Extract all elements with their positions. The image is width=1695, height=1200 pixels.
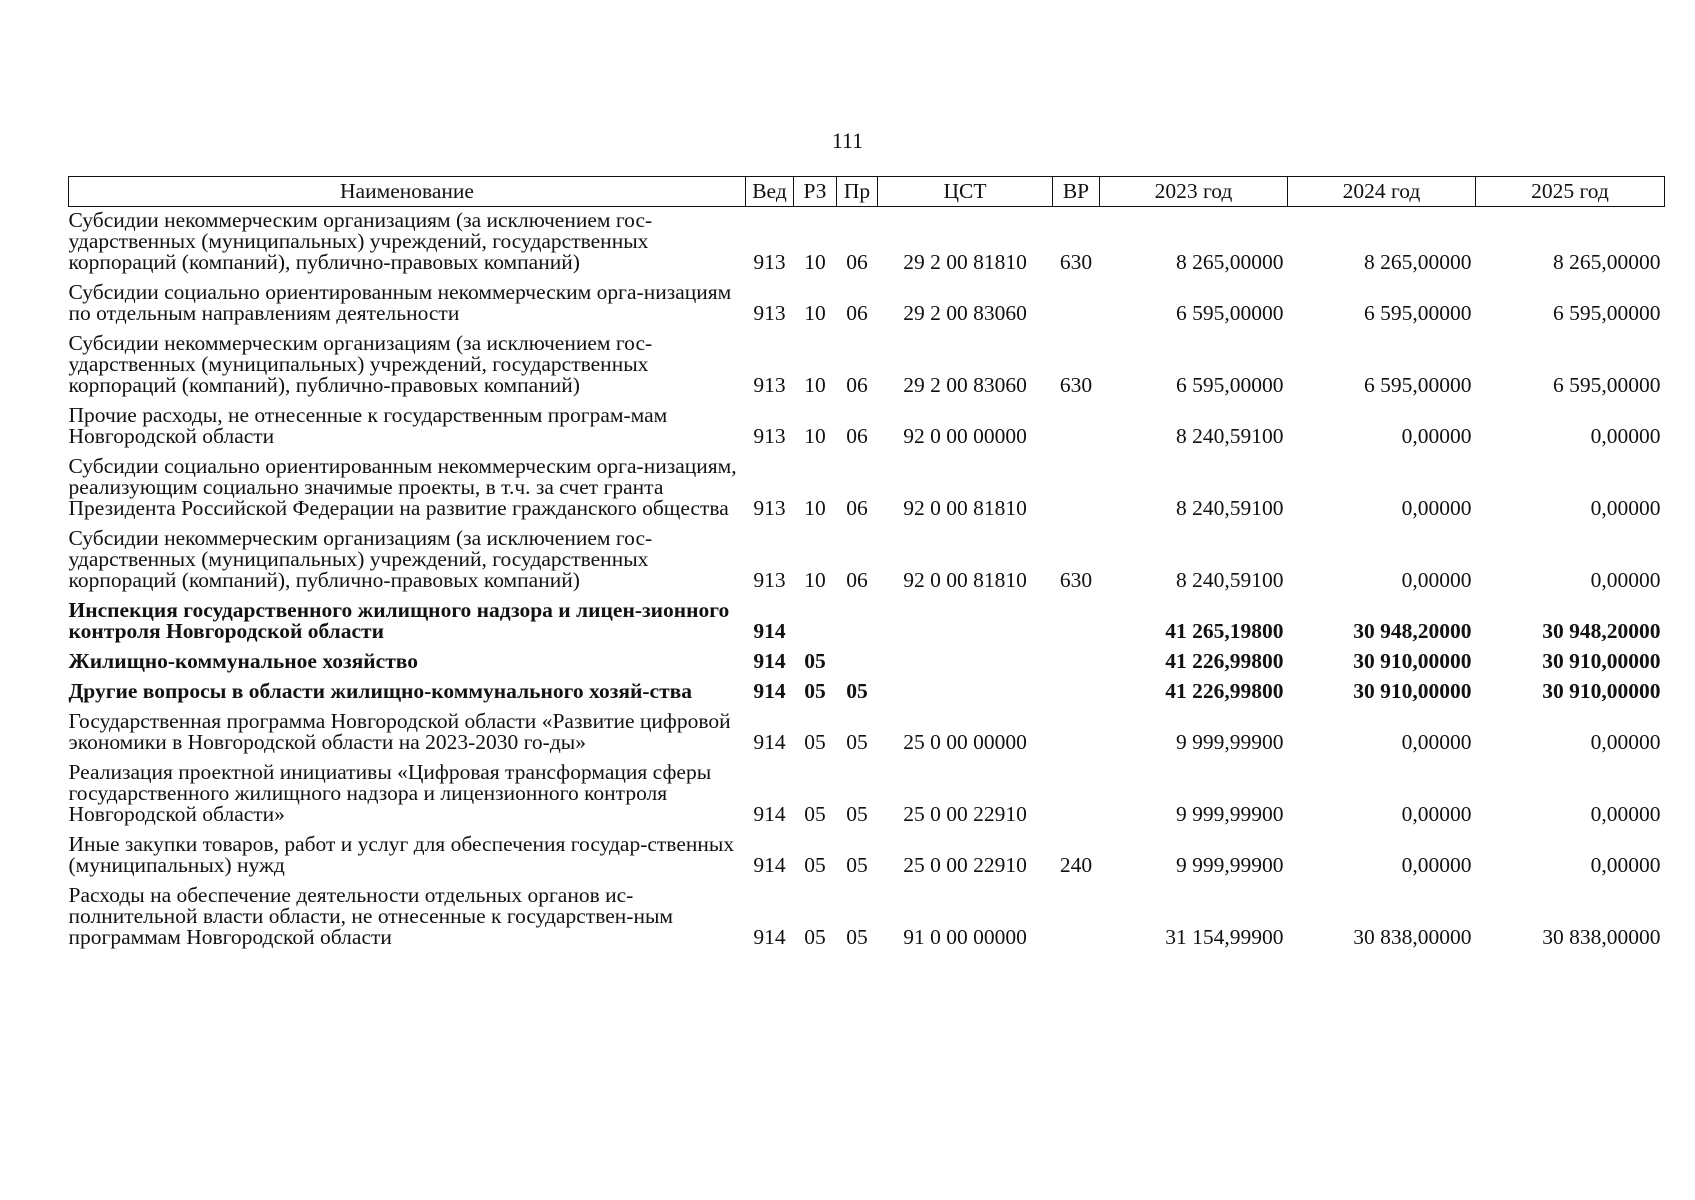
cell-2025: 30 948,20000	[1542, 619, 1661, 643]
cell-cst: 92 0 00 81810	[903, 496, 1027, 520]
cell-vr	[1053, 708, 1100, 759]
table-row	[69, 648, 1665, 678]
cell-rz	[794, 597, 837, 648]
cell-2024: 0,00000	[1401, 802, 1472, 826]
cell-rz: 10	[804, 250, 826, 274]
cell-rz: 05	[804, 649, 826, 673]
cell-2023: 8 240,59100	[1176, 424, 1284, 448]
cell-2024: 30 910,00000	[1353, 679, 1472, 703]
cell-name: Прочие расходы, не отнесенные к государственным програм-мам Новгородской области	[68, 403, 668, 448]
cell-2023: 41 265,19800	[1165, 619, 1284, 643]
cell-pr: 05	[846, 679, 868, 703]
cell-pr: 05	[846, 802, 868, 826]
cell-rz: 05	[804, 730, 826, 754]
header-pr: Пр	[837, 177, 878, 207]
cell-ved: 914	[753, 802, 786, 826]
cell-2023: 6 595,00000	[1176, 373, 1284, 397]
cell-name: Субсидии некоммерческим организациям (за исключением гос-ударственных (муниципальных) учреждений, государственных корпораций (компаний), публично-правовых компаний)	[68, 208, 653, 274]
cell-2024: 8 265,00000	[1364, 250, 1472, 274]
header-ved: Вед	[746, 177, 794, 207]
cell-2023: 8 265,00000	[1176, 250, 1284, 274]
cell-name: Субсидии некоммерческим организациям (за исключением гос-ударственных (муниципальных) учреждений, государственных корпораций (компаний), публично-правовых компаний)	[68, 331, 653, 397]
cell-vr: 240	[1059, 853, 1093, 877]
cell-cst: 25 0 00 22910	[903, 802, 1027, 826]
cell-vr: 630	[1059, 373, 1093, 397]
cell-2024: 0,00000	[1401, 730, 1472, 754]
cell-vr: 630	[1059, 568, 1093, 592]
cell-2024: 0,00000	[1401, 496, 1472, 520]
cell-name: Расходы на обеспечение деятельности отдельных органов ис-полнительной власти области, не отнесенные к государствен-ным программам Новгородской области	[68, 883, 673, 949]
cell-cst: 29 2 00 81810	[903, 250, 1027, 274]
cell-vr	[1053, 279, 1100, 330]
cell-pr: 06	[846, 496, 868, 520]
cell-name: Государственная программа Новгородской области «Развитие цифровой экономики в Новгородской области на 2023-2030 го-ды»	[68, 709, 731, 754]
cell-vr	[1053, 648, 1100, 678]
cell-rz: 05	[804, 679, 826, 703]
cell-name: Субсидии социально ориентированным некоммерческим орга-низациям по отдельным направлениям деятельности	[68, 280, 732, 325]
table-body	[69, 207, 1665, 955]
cell-ved: 914	[753, 679, 786, 703]
cell-name: Другие вопросы в области жилищно-коммунального хозяй-ства	[68, 679, 692, 703]
cell-ved: 913	[753, 301, 786, 325]
header-vr: ВР	[1053, 177, 1100, 207]
cell-2023: 41 226,99800	[1165, 649, 1284, 673]
cell-2025: 0,00000	[1590, 802, 1661, 826]
cell-pr: 06	[846, 424, 868, 448]
cell-rz: 10	[804, 301, 826, 325]
cell-cst: 91 0 00 00000	[903, 925, 1027, 949]
cell-2023: 9 999,99900	[1176, 730, 1284, 754]
cell-2025: 0,00000	[1590, 730, 1661, 754]
cell-ved: 914	[753, 730, 786, 754]
budget-table	[68, 176, 1665, 954]
table-row	[69, 402, 1665, 453]
cell-2024: 0,00000	[1401, 424, 1472, 448]
cell-ved: 913	[753, 250, 786, 274]
table-row	[69, 882, 1665, 954]
table-row	[69, 525, 1665, 597]
cell-ved: 913	[753, 496, 786, 520]
cell-vr	[1053, 402, 1100, 453]
cell-pr: 06	[846, 568, 868, 592]
header-2023: 2023 год	[1100, 177, 1288, 207]
cell-name: Субсидии социально ориентированным некоммерческим орга-низациям, реализующим социально значимые проекты, в т.ч. за счет гранта Президента Российской Федерации на развитие гражданского общества	[68, 454, 737, 520]
cell-2023: 8 240,59100	[1176, 568, 1284, 592]
cell-cst	[878, 678, 1053, 708]
cell-2023: 41 226,99800	[1165, 679, 1284, 703]
cell-rz: 05	[804, 802, 826, 826]
cell-name: Жилищно-коммунальное хозяйство	[68, 649, 419, 673]
cell-rz: 10	[804, 424, 826, 448]
cell-ved: 913	[753, 373, 786, 397]
header-2025: 2025 год	[1476, 177, 1665, 207]
cell-rz: 05	[804, 925, 826, 949]
cell-2025: 6 595,00000	[1553, 301, 1661, 325]
cell-2023: 8 240,59100	[1176, 496, 1284, 520]
cell-pr: 05	[846, 925, 868, 949]
cell-ved: 914	[753, 853, 786, 877]
cell-ved: 914	[753, 925, 786, 949]
cell-2024: 30 838,00000	[1353, 925, 1472, 949]
cell-2025: 6 595,00000	[1553, 373, 1661, 397]
cell-2025: 0,00000	[1590, 496, 1661, 520]
table-row	[69, 759, 1665, 831]
cell-name: Инспекция государственного жилищного надзора и лицен-зионного контроля Новгородской области	[68, 598, 730, 643]
cell-name: Реализация проектной инициативы «Цифровая трансформация сферы государственного жилищного надзора и лицензионного контроля Новгородской области»	[68, 760, 712, 826]
cell-vr	[1053, 453, 1100, 525]
table-row	[69, 708, 1665, 759]
cell-2024: 0,00000	[1401, 568, 1472, 592]
cell-pr	[837, 648, 878, 678]
cell-pr: 05	[846, 730, 868, 754]
cell-rz: 05	[804, 853, 826, 877]
cell-rz: 10	[804, 568, 826, 592]
cell-rz: 10	[804, 373, 826, 397]
table-row	[69, 597, 1665, 648]
cell-cst: 25 0 00 00000	[903, 730, 1027, 754]
cell-2024: 6 595,00000	[1364, 373, 1472, 397]
header-cst: ЦСТ	[878, 177, 1053, 207]
cell-2024: 30 910,00000	[1353, 649, 1472, 673]
cell-pr: 06	[846, 250, 868, 274]
cell-cst: 29 2 00 83060	[903, 301, 1027, 325]
cell-cst: 92 0 00 00000	[903, 424, 1027, 448]
cell-2024: 30 948,20000	[1353, 619, 1472, 643]
cell-cst: 29 2 00 83060	[903, 373, 1027, 397]
table-row	[69, 330, 1665, 402]
cell-2023: 9 999,99900	[1176, 853, 1284, 877]
cell-cst: 25 0 00 22910	[903, 853, 1027, 877]
cell-cst	[878, 597, 1053, 648]
table-row	[69, 207, 1665, 280]
cell-pr: 05	[846, 853, 868, 877]
table-row	[69, 279, 1665, 330]
cell-ved: 913	[753, 568, 786, 592]
cell-pr: 06	[846, 373, 868, 397]
table-row	[69, 453, 1665, 525]
header-2024: 2024 год	[1288, 177, 1476, 207]
cell-ved: 914	[753, 649, 786, 673]
cell-2023: 6 595,00000	[1176, 301, 1284, 325]
cell-cst	[878, 648, 1053, 678]
cell-vr: 630	[1059, 250, 1093, 274]
cell-pr	[837, 597, 878, 648]
cell-2025: 8 265,00000	[1553, 250, 1661, 274]
table-row	[69, 831, 1665, 882]
cell-2025: 30 838,00000	[1542, 925, 1661, 949]
cell-2025: 0,00000	[1590, 424, 1661, 448]
page-number: 111	[831, 128, 864, 153]
cell-2025: 0,00000	[1590, 568, 1661, 592]
header-rz: РЗ	[794, 177, 837, 207]
cell-2025: 30 910,00000	[1542, 649, 1661, 673]
cell-pr: 06	[846, 301, 868, 325]
cell-ved: 914	[753, 619, 786, 643]
cell-2024: 0,00000	[1401, 853, 1472, 877]
table-header	[69, 177, 1665, 207]
cell-vr	[1053, 759, 1100, 831]
cell-rz: 10	[804, 496, 826, 520]
table-row	[69, 678, 1665, 708]
header-name: Наименование	[69, 177, 746, 207]
cell-2023: 9 999,99900	[1176, 802, 1284, 826]
cell-ved: 913	[753, 424, 786, 448]
cell-vr	[1053, 678, 1100, 708]
cell-vr	[1053, 597, 1100, 648]
cell-name: Иные закупки товаров, работ и услуг для обеспечения государ-ственных (муниципальных) нужд	[68, 832, 735, 877]
cell-cst: 92 0 00 81810	[903, 568, 1027, 592]
cell-2025: 30 910,00000	[1542, 679, 1661, 703]
cell-2023: 31 154,99900	[1165, 925, 1284, 949]
cell-2024: 6 595,00000	[1364, 301, 1472, 325]
cell-vr	[1053, 882, 1100, 954]
cell-2025: 0,00000	[1590, 853, 1661, 877]
cell-name: Субсидии некоммерческим организациям (за исключением гос-ударственных (муниципальных) учреждений, государственных корпораций (компаний), публично-правовых компаний)	[68, 526, 653, 592]
